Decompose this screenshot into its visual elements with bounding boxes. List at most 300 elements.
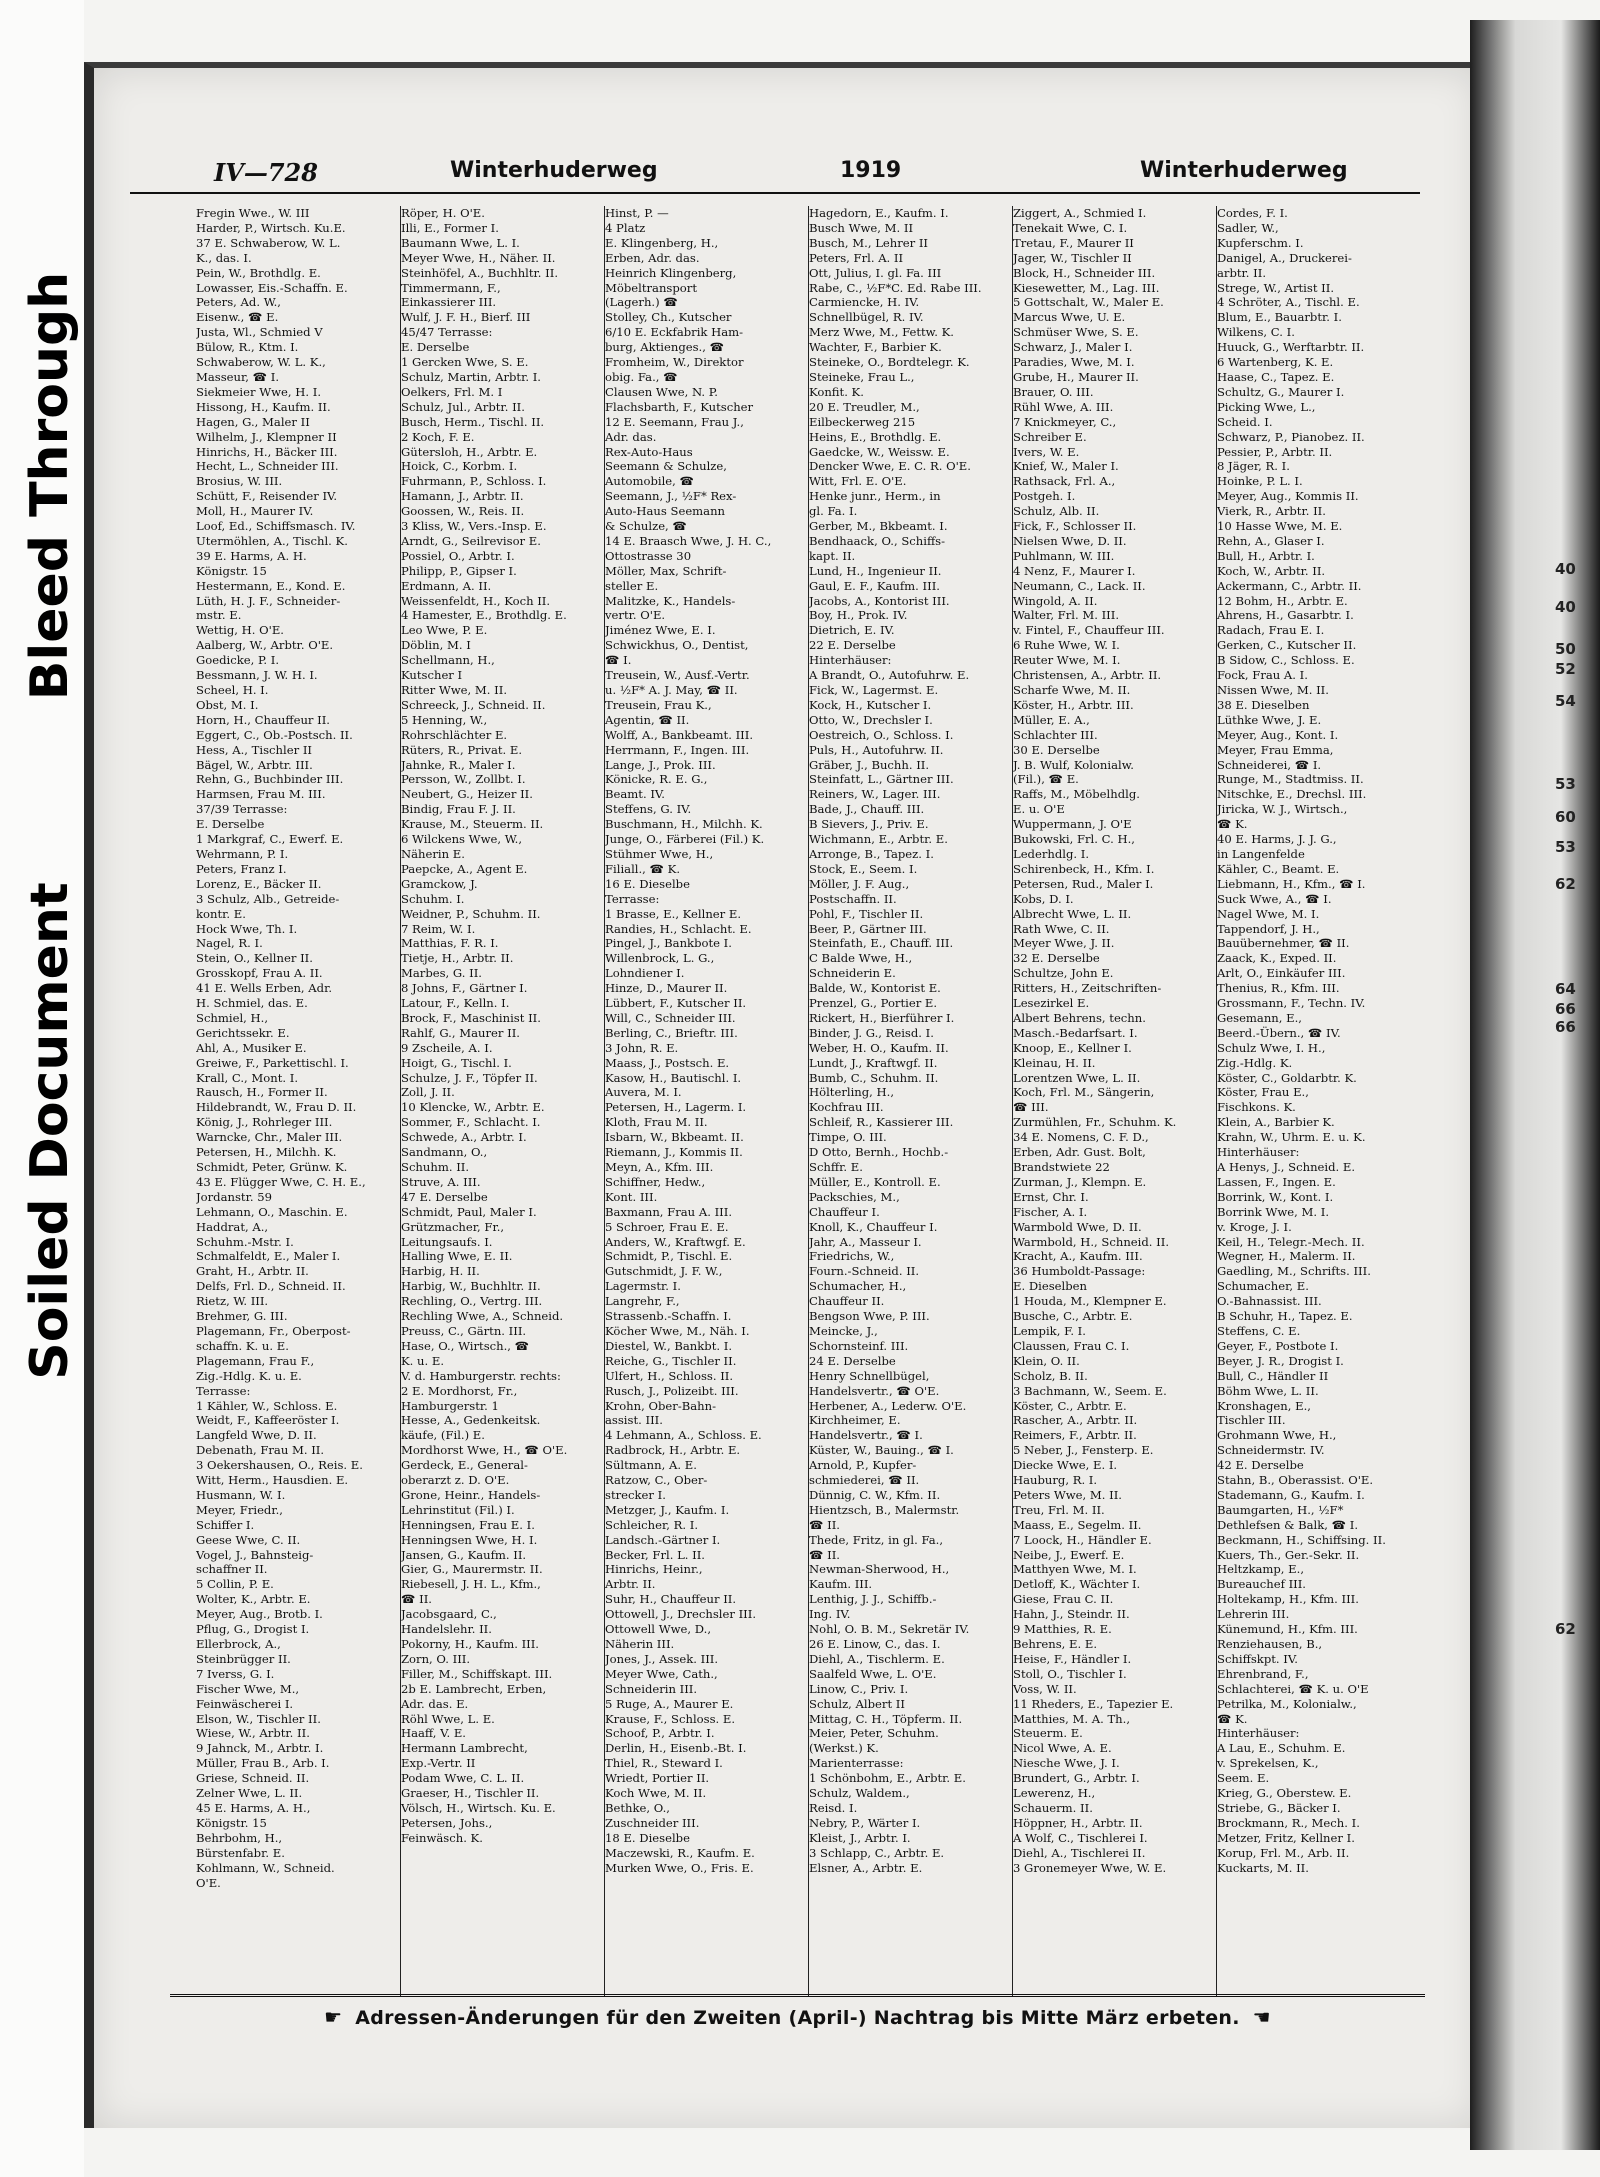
directory-entry: Döblin, M. I: [401, 638, 471, 653]
directory-entry: Schulz, Albert II: [809, 1696, 905, 1711]
directory-entry: Carmiencke, H. IV.: [809, 295, 920, 310]
directory-entry: Küster, W., Bauing., ☎ I.: [809, 1443, 954, 1458]
directory-entry: Filler, M., Schiffskapt. III.: [401, 1666, 553, 1681]
directory-entry: Hermann Lambrecht,: [401, 1741, 528, 1756]
directory-entry: 2 E. Mordhorst, Fr.,: [401, 1383, 518, 1398]
directory-entry: 47 E. Derselbe: [401, 1189, 488, 1204]
directory-entry: Hesse, A., Gedenkeitsk.: [401, 1413, 541, 1428]
directory-entry: Kaufm. III.: [809, 1577, 873, 1592]
directory-entry: Wolter, K., Arbtr. E.: [196, 1592, 311, 1607]
directory-entry: Berling, C., Brieftr. III.: [605, 1025, 738, 1040]
directory-entry: Hoinke, P. L. I.: [1217, 474, 1303, 489]
directory-entry: Wehrmann, P. I.: [196, 846, 289, 861]
directory-entry: A Henys, J., Schneid. E.: [1217, 1160, 1356, 1174]
directory-entry: Arnold, P., Kupfer-: [809, 1458, 917, 1473]
directory-entry: Peters Wwe, M. II.: [1013, 1487, 1122, 1502]
directory-entry: Ulfert, H., Schloss. II.: [605, 1368, 734, 1383]
directory-entry: Fischer Wwe, M.,: [196, 1681, 300, 1696]
edge-number: 62: [1555, 875, 1576, 893]
directory-entry: Rusch, J., Polizeibt. III.: [605, 1383, 739, 1398]
bleed-through-stamp: Bleed Through: [20, 271, 80, 701]
directory-entry: Hauburg, R. I.: [1013, 1473, 1098, 1488]
directory-entry: Diestel, W., Bankbt. I.: [605, 1338, 732, 1353]
directory-entry: 30 E. Derselbe: [1013, 742, 1100, 757]
directory-entry: Meyer, Aug., Kommis II.: [1217, 489, 1359, 504]
directory-entry: Heins, E., Brothdlg. E.: [809, 429, 942, 444]
directory-entry: Matthias, F. R. I.: [401, 936, 499, 951]
directory-entry: Danigel, A., Druckerei-: [1217, 250, 1352, 265]
directory-entry: Lüthke Wwe, J. E.: [1217, 712, 1322, 727]
directory-entry: 9 Matthies, R. E.: [1013, 1622, 1112, 1637]
directory-entry: Grube, H., Maurer II.: [1013, 369, 1139, 384]
directory-entry: Stock, E., Seem. I.: [809, 861, 918, 876]
directory-entry: Meyer Wwe, H., Näher. II.: [401, 250, 556, 265]
directory-entry: Busche, C., Arbtr. E.: [1013, 1309, 1133, 1324]
directory-entry: Knoop, E., Kellner I.: [1013, 1040, 1132, 1055]
directory-entry: Rathsack, Frl. A.,: [1013, 474, 1116, 489]
directory-entry: Krall, C., Mont. I.: [196, 1070, 299, 1085]
directory-entry: Marienterrasse:: [809, 1756, 904, 1771]
directory-entry: Hinze, D., Maurer II.: [605, 981, 728, 996]
directory-entry: Müller, Frau B., Arb. I.: [196, 1756, 330, 1771]
directory-entry: Hamburgerstr. 1: [401, 1398, 499, 1413]
directory-entry: Behrbohm, H.,: [196, 1830, 283, 1845]
directory-entry: Möller, Max, Schrift-: [605, 563, 727, 578]
directory-entry: Thenius, R., Kfm. III.: [1217, 981, 1340, 996]
directory-entry: Meyer, Aug., Brotb. I.: [196, 1607, 323, 1622]
directory-entry: Reiche, G., Tischler II.: [605, 1353, 737, 1368]
directory-entry: Wilhelm, J., Klempner II: [196, 429, 337, 444]
directory-entry: Graeser, H., Tischler II.: [401, 1786, 540, 1801]
directory-entry: Schuhm. II.: [401, 1160, 470, 1174]
directory-entry: Künemund, H., Kfm. III.: [1217, 1622, 1358, 1637]
directory-entry: Fock, Frau A. I.: [1217, 668, 1308, 683]
directory-entry: Herrmann, F., Ingen. III.: [605, 742, 750, 757]
directory-entry: Schiffskpt. IV.: [1217, 1651, 1298, 1666]
directory-entry: Steffens, G. IV.: [605, 802, 692, 817]
directory-entry: Henry Schnellbügel,: [809, 1368, 930, 1383]
directory-entry: Grone, Heinr., Handels-: [401, 1487, 541, 1502]
directory-entry: Beer, P., Gärtner III.: [809, 921, 927, 936]
edge-number: 53: [1555, 838, 1576, 856]
directory-entry: Witt, Frl. E. O'E.: [809, 474, 907, 489]
directory-entry: 39 E. Harms, A. H.: [196, 548, 307, 563]
directory-entry: Schneidermstr. IV.: [1217, 1443, 1325, 1458]
directory-entry: Plagemann, Fr., Oberpost-: [196, 1323, 351, 1338]
directory-entry: Ottostrasse 30: [605, 548, 692, 563]
directory-entry: K. u. E.: [401, 1353, 445, 1368]
directory-entry: Kleist, J., Arbtr. I.: [809, 1830, 911, 1845]
directory-entry: Oelkers, Frl. M. I: [401, 384, 503, 399]
directory-entry: Bull, C., Händler II: [1217, 1368, 1329, 1383]
directory-entry: Suhr, H., Chauffeur II.: [605, 1592, 737, 1607]
directory-entry: Möbeltransport: [605, 280, 697, 295]
directory-entry: Nitschke, E., Drechsl. III.: [1217, 787, 1367, 802]
directory-entry: Greiwe, F., Parkettischl. I.: [196, 1055, 349, 1070]
directory-entry: Erdmann, A. II.: [401, 578, 492, 593]
street-title-left: Winterhuderweg: [450, 158, 658, 183]
directory-entry: Hölterling, H.,: [809, 1085, 895, 1100]
directory-entry: 1 Gercken Wwe, S. E.: [401, 355, 529, 370]
directory-entry: Gramckow, J.: [401, 876, 478, 891]
directory-entry: Rehn, G., Buchbinder III.: [196, 772, 344, 787]
directory-entry: Claussen, Frau C. I.: [1013, 1338, 1130, 1353]
directory-entry: Wingold, A. II.: [1013, 593, 1098, 608]
directory-entry: Diecke Wwe, E. I.: [1013, 1458, 1118, 1473]
directory-entry: Völsch, H., Wirtsch. Ku. E.: [401, 1800, 556, 1815]
directory-entry: Krieg, G., Oberstew. E.: [1217, 1786, 1352, 1801]
directory-entry: Scheel, H. I.: [196, 683, 269, 697]
directory-entry: Radach, Frau E. I.: [1217, 623, 1325, 638]
directory-entry: Dietrich, E. IV.: [809, 623, 895, 638]
directory-entry: 11 Rheders, E., Tapezier E.: [1013, 1696, 1174, 1711]
directory-entry: Nohl, O. B. M., Sekretär IV.: [809, 1622, 970, 1637]
directory-entry: Delfs, Frl. D., Schneid. II.: [196, 1279, 346, 1294]
directory-entry: Baumann Wwe, L. I.: [401, 235, 520, 250]
directory-entry: Schulz Wwe, I. H.,: [1217, 1040, 1326, 1055]
directory-entry: Rühl Wwe, A. III.: [1013, 399, 1114, 414]
directory-entry: Merz Wwe, M., Fettw. K.: [809, 325, 954, 340]
directory-entry: Niesche Wwe, J. I.: [1013, 1756, 1120, 1771]
directory-entry: Beamt. IV.: [605, 787, 665, 802]
directory-entry: Automobile, ☎: [605, 474, 694, 489]
directory-entry: Maass, E., Segelm. II.: [1013, 1517, 1142, 1532]
directory-entry: Harbig, H. II.: [401, 1264, 480, 1279]
directory-entry: 14 E. Braasch Wwe, J. H. C.,: [605, 533, 772, 548]
directory-entry: Kobs, D. I.: [1013, 891, 1074, 906]
directory-entry: Meyer Wwe, J. II.: [1013, 936, 1115, 951]
directory-entry: Steinbrügger II.: [196, 1651, 291, 1666]
directory-entry: Schffr. E.: [809, 1160, 863, 1174]
directory-entry: Arlt, O., Einkäufer III.: [1217, 966, 1346, 981]
directory-entry: Masch.-Bedarfsart. I.: [1013, 1025, 1138, 1040]
directory-entry: Tischler III.: [1217, 1413, 1286, 1428]
directory-entry: Meyer, Aug., Kont. I.: [1217, 727, 1339, 742]
directory-entry: Brock, F., Maschinist II.: [401, 1010, 541, 1025]
directory-entry: O'E.: [196, 1875, 221, 1890]
directory-entry: Prenzel, G., Portier E.: [809, 996, 938, 1011]
directory-entry: 8 Johns, F., Gärtner I.: [401, 981, 528, 996]
directory-entry: B Sievers, J., Priv. E.: [809, 817, 929, 832]
directory-entry: Boy, H., Prok. IV.: [809, 608, 908, 623]
directory-entry: Possiel, O., Arbtr. I.: [401, 548, 515, 563]
directory-entry: Erben, Adr. das.: [605, 250, 700, 265]
directory-entry: 4 Nenz, F., Maurer I.: [1013, 563, 1136, 578]
directory-entry: Nagel Wwe, M. I.: [1217, 906, 1320, 921]
directory-entry: Picking Wwe, L.,: [1217, 399, 1316, 414]
directory-entry: Borrink Wwe, M. I.: [1217, 1204, 1330, 1219]
directory-entry: Timmermann, F.,: [401, 280, 501, 295]
directory-entry: Auto-Haus Seemann: [605, 504, 726, 519]
directory-entry: Justa, Wl., Schmied V: [196, 325, 323, 340]
directory-entry: 16 E. Dieselbe: [605, 876, 690, 891]
directory-entry: Treusein, Frau K.,: [605, 697, 712, 712]
directory-entry: 1 Brasse, E., Kellner E.: [605, 906, 742, 921]
directory-entry: ☎ II.: [809, 1517, 840, 1532]
directory-entry: Königstr. 15: [196, 1815, 267, 1830]
directory-entry: Harbig, W., Buchhltr. II.: [401, 1279, 541, 1294]
directory-entry: Eggert, C., Ob.-Postsch. II.: [196, 727, 353, 742]
directory-entry: Köster, Frau E.,: [1217, 1085, 1309, 1100]
directory-entry: König, J., Rohrleger III.: [196, 1115, 333, 1130]
directory-entry: Gier, G., Maurermstr. II.: [401, 1562, 543, 1577]
directory-entry: Steinhöfel, A., Buchhltr. II.: [401, 265, 559, 280]
directory-entry: Koch, W., Arbtr. II.: [1217, 563, 1326, 578]
directory-entry: Jones, J., Assek. III.: [605, 1651, 719, 1666]
directory-entry: Adr. das.: [605, 429, 657, 444]
directory-entry: Baumgarten, H., ½F*: [1217, 1502, 1344, 1517]
directory-entry: Huuck, G., Werftarbtr. II.: [1217, 340, 1365, 355]
directory-entry: 36 Humboldt-Passage:: [1013, 1264, 1146, 1279]
directory-entry: Chauffeur II.: [809, 1294, 885, 1309]
directory-entry: Plagemann, Frau F.,: [196, 1353, 315, 1368]
directory-entry: Brauer, O. III.: [1013, 384, 1094, 399]
directory-entry: Rascher, A., Arbtr. II.: [1013, 1413, 1138, 1428]
directory-entry: 22 E. Derselbe: [809, 638, 896, 653]
directory-entry: Adr. das. E.: [401, 1696, 469, 1711]
directory-entry: 5 Ruge, A., Maurer E.: [605, 1696, 734, 1711]
directory-entry: Schumacher, H.,: [809, 1279, 907, 1294]
directory-entry: 8 Jäger, R. I.: [1217, 459, 1290, 474]
directory-entry: Wettig, H. O'E.: [196, 623, 284, 638]
directory-entry: Steinfatt, L., Gärtner III.: [809, 772, 954, 787]
column-2: [400, 206, 596, 1996]
directory-entry: Zurman, J., Klempn. E.: [1013, 1174, 1147, 1189]
directory-entry: Linow, C., Priv. I.: [809, 1681, 909, 1696]
directory-entry: 4 Schröter, A., Tischl. E.: [1217, 295, 1360, 310]
directory-entry: Loof, Ed., Schiffsmasch. IV.: [196, 519, 356, 534]
directory-entry: Nebry, P., Wärter I.: [809, 1815, 921, 1830]
directory-entry: Horn, H., Chauffeur II.: [196, 712, 330, 727]
directory-entry: Packschies, M.,: [809, 1189, 900, 1204]
directory-entry: schaffn. K. u. E.: [196, 1338, 289, 1353]
column-1: [196, 206, 392, 1996]
directory-entry: Riemann, J., Kommis II.: [605, 1145, 743, 1160]
directory-entry: Schwarz, P., Pianobez. II.: [1217, 429, 1365, 444]
directory-entry: Zig.-Hdlg. K. u. E.: [196, 1368, 302, 1383]
directory-entry: Podam Wwe, C. L. II.: [401, 1771, 525, 1786]
directory-entry: Treusein, W., Ausf.-Vertr.: [605, 668, 750, 683]
directory-entry: Arbtr. II.: [605, 1577, 656, 1592]
directory-entry: Pein, W., Brothdlg. E.: [196, 265, 321, 280]
directory-entry: Petersen, Johs.,: [401, 1815, 493, 1830]
directory-entry: 3 Kliss, W., Vers.-Insp. E.: [401, 519, 547, 534]
directory-entry: O.-Bahnassist. III.: [1217, 1294, 1322, 1309]
directory-entry: Detloff, K., Wächter I.: [1013, 1577, 1141, 1592]
directory-entry: Pessier, P., Arbtr. II.: [1217, 444, 1333, 459]
directory-entry: Kuers, Th., Ger.-Sekr. II.: [1217, 1547, 1360, 1562]
directory-entry: Scholz, B. II.: [1013, 1368, 1088, 1383]
directory-entry: 7 Reim, W. I.: [401, 921, 476, 936]
directory-entry: Schwede, A., Arbtr. I.: [401, 1130, 527, 1145]
directory-entry: 24 E. Derselbe: [809, 1353, 896, 1368]
directory-entry: Rüters, R., Privat. E.: [401, 742, 523, 757]
directory-entry: Gaul, E. F., Kaufm. III.: [809, 578, 940, 593]
directory-entry: arbtr. II.: [1217, 265, 1267, 280]
column-6: [1216, 206, 1412, 1996]
directory-entry: Grützmacher, Fr.,: [401, 1219, 505, 1234]
directory-entry: 4 Lehmann, A., Schloss. E.: [605, 1428, 762, 1443]
directory-entry: Schultze, John E.: [1013, 966, 1114, 981]
directory-entry: Metzger, J., Kaufm. I.: [605, 1502, 730, 1517]
directory-entry: Rietz, W. III.: [196, 1294, 269, 1309]
directory-entry: Strege, W., Artist II.: [1217, 280, 1335, 295]
directory-entry: Busch Wwe, M. II: [809, 220, 914, 235]
directory-entry: Ahl, A., Musiker E.: [196, 1040, 307, 1055]
directory-entry: Ritters, H., Zeitschriften-: [1013, 981, 1162, 996]
directory-entry: Riebesell, J. H. L., Kfm.,: [401, 1577, 541, 1592]
directory-entry: Tietje, H., Arbtr. II.: [401, 951, 514, 966]
directory-entry: Köster, C., Goldarbtr. K.: [1217, 1070, 1357, 1085]
directory-entry: Kasow, H., Bautischl. I.: [605, 1070, 742, 1085]
directory-entry: Goedicke, P. I.: [196, 653, 280, 668]
directory-entry: 34 E. Nomens, C. F. D.,: [1013, 1130, 1149, 1145]
directory-entry: Steinfath, E., Chauff. III.: [809, 936, 954, 951]
directory-entry: Henke junr., Herm., in: [809, 489, 941, 504]
directory-entry: 43 E. Flügger Wwe, C. H. E.,: [196, 1174, 366, 1189]
directory-entry: Hase, O., Wirtsch., ☎: [401, 1338, 530, 1353]
directory-entry: 12 Bohm, H., Arbtr. E.: [1217, 593, 1348, 608]
directory-entry: Geese Wwe, C. II.: [196, 1532, 301, 1547]
directory-entry: Petersen, Rud., Maler I.: [1013, 876, 1154, 891]
directory-entry: v. Fintel, F., Chauffeur III.: [1013, 623, 1165, 638]
directory-entry: Lüth, H. J. F., Schneider-: [196, 593, 341, 608]
directory-entry: Sadler, W.,: [1217, 220, 1279, 235]
directory-entry: Steffens, C. E.: [1217, 1323, 1301, 1338]
directory-entry: 26 E. Linow, C., das. I.: [809, 1637, 941, 1651]
directory-entry: Newman-Sherwood, H.,: [809, 1562, 950, 1577]
directory-entry: Nagel, R. I.: [196, 936, 263, 951]
directory-entry: strecker I.: [605, 1487, 666, 1502]
directory-entry: Becker, Frl. L. II.: [605, 1547, 705, 1562]
directory-entry: Diehl, A., Tischlerm. E.: [809, 1651, 945, 1666]
directory-entry: Schütt, F., Reisender IV.: [196, 489, 338, 504]
directory-entry: Ziggert, A., Schmied I.: [1013, 206, 1147, 220]
directory-entry: Krohn, Ober-Bahn-: [605, 1398, 717, 1413]
directory-entry: Gutschmidt, J. F. W.,: [605, 1264, 723, 1279]
directory-entry: Binder, J. G., Reisd. I.: [809, 1025, 934, 1040]
directory-entry: Preuss, C., Gärtn. III.: [401, 1323, 527, 1338]
directory-entry: Timpe, O. III.: [809, 1130, 887, 1145]
directory-entry: Rehn, A., Glaser I.: [1217, 533, 1325, 548]
directory-entry: Köster, C., Arbtr. E.: [1013, 1398, 1127, 1413]
directory-entry: Buschmann, H., Milchh. K.: [605, 817, 763, 832]
directory-entry: Jahnke, R., Maler I.: [401, 757, 516, 772]
directory-entry: D Otto, Bernh., Hochb.-: [809, 1145, 949, 1160]
footer-text: Adressen-Änderungen für den Zweiten (April-) Nachtrag bis Mitte März erbeten.: [355, 2007, 1240, 2029]
directory-entry: Fick, F., Schlosser II.: [1013, 519, 1137, 534]
directory-entry: Lange, J., Prok. III.: [605, 757, 716, 772]
directory-entry: Herbener, A., Lederw. O'E.: [809, 1398, 967, 1413]
directory-entry: Elson, W., Tischler II.: [196, 1711, 321, 1726]
directory-entry: Warncke, Chr., Maler III.: [196, 1130, 343, 1145]
directory-entry: ☎ K.: [1217, 1711, 1248, 1726]
edge-number: 40: [1555, 598, 1576, 616]
directory-entry: Busch, M., Lehrer II: [809, 235, 929, 250]
directory-entry: kapt. II.: [809, 548, 856, 563]
directory-entry: Schulz, Jul., Arbtr. II.: [401, 399, 525, 414]
directory-entry: Peters, Franz I.: [196, 861, 287, 876]
directory-entry: Krahn, W., Uhrm. E. u. K.: [1217, 1130, 1366, 1145]
directory-entry: 6 Ruhe Wwe, W. I.: [1013, 638, 1120, 653]
edge-number: 66: [1555, 1000, 1576, 1018]
directory-entry: 7 Iverss, G. I.: [196, 1666, 275, 1681]
directory-entry: Ivers, W. E.: [1013, 444, 1080, 459]
directory-entry: (Werkst.) K.: [809, 1741, 879, 1756]
directory-entry: Flachsbarth, F., Kutscher: [605, 399, 754, 414]
directory-entry: Terrasse:: [605, 891, 660, 906]
directory-entry: A Lau, E., Schuhm. E.: [1217, 1741, 1346, 1756]
directory-entry: Brosius, W. III.: [196, 474, 283, 489]
directory-entry: Handelslehr. II.: [401, 1622, 492, 1637]
directory-entry: Lagermstr. I.: [605, 1279, 681, 1294]
directory-entry: Schulz, Martin, Arbtr. I.: [401, 369, 541, 384]
directory-entry: Masseur, ☎ I.: [196, 369, 280, 384]
directory-entry: Neubert, G., Heizer II.: [401, 787, 533, 802]
directory-entry: Persson, W., Zollbt. I.: [401, 772, 526, 787]
directory-entry: Halling Wwe, E. II.: [401, 1249, 513, 1264]
directory-entry: Hinterhäuser:: [809, 653, 892, 668]
directory-entry: Gaedcke, W., Weissw. E.: [809, 444, 950, 459]
directory-entry: Seemann, J., ½F* Rex-: [605, 489, 737, 504]
directory-entry: (Lagerh.) ☎: [605, 295, 678, 310]
directory-entry: Peters, Frl. A. II: [809, 250, 904, 265]
directory-entry: Sommer, F., Schlacht. I.: [401, 1115, 541, 1130]
directory-entry: Könicke, R. E. G.,: [605, 772, 708, 787]
directory-entry: 7 Knickmeyer, C.,: [1013, 414, 1117, 429]
directory-entry: Beckmann, H., Schiffsing. II.: [1217, 1532, 1386, 1547]
directory-entry: Kirchheimer, E.: [809, 1413, 901, 1428]
directory-entry: ☎ II.: [401, 1592, 432, 1607]
directory-entry: Heltzkamp, E.,: [1217, 1562, 1305, 1577]
directory-entry: Henningsen, Frau E. I.: [401, 1517, 535, 1532]
directory-entry: Nielsen Wwe, D. II.: [1013, 533, 1127, 548]
directory-entry: Kronshagen, E.,: [1217, 1398, 1311, 1413]
directory-entry: Wegner, H., Malerm. II.: [1217, 1249, 1356, 1264]
directory-entry: Witt, Herm., Hausdien. E.: [196, 1473, 349, 1488]
directory-entry: 45/47 Terrasse:: [401, 325, 493, 340]
directory-entry: Matthyen Wwe, M. I.: [1013, 1562, 1137, 1577]
directory-entry: Dethlefsen & Balk, ☎ I.: [1217, 1517, 1359, 1532]
directory-entry: Knoll, K., Chauffeur I.: [809, 1219, 938, 1234]
directory-entry: Bade, J., Chauff. III.: [809, 802, 925, 817]
directory-entry: Tenekait Wwe, C. I.: [1013, 220, 1128, 235]
directory-entry: Behrens, E. E.: [1013, 1637, 1098, 1651]
directory-entry: Aalberg, W., Arbtr. O'E.: [196, 638, 334, 653]
directory-entry: Feinwäsch. K.: [401, 1830, 483, 1845]
directory-entry: Scheid. I.: [1217, 414, 1273, 429]
directory-entry: Lorenz, E., Bäcker II.: [196, 876, 322, 891]
directory-entry: Isbarn, W., Bkbeamt. II.: [605, 1130, 744, 1145]
directory-entry: J. B. Wulf, Kolonialw.: [1013, 757, 1134, 772]
directory-entry: Schulz, Alb. II.: [1013, 504, 1100, 519]
directory-entry: Ahrens, H., Gasarbtr. I.: [1217, 608, 1354, 623]
directory-entry: Reimers, F., Arbtr. II.: [1013, 1428, 1137, 1443]
directory-entry: Griese, Schneid. II.: [196, 1771, 310, 1786]
directory-entry: Vogel, J., Bahnsteig-: [196, 1547, 314, 1562]
directory-entry: Ottowell, J., Drechsler III.: [605, 1607, 757, 1622]
edge-number: 60: [1555, 808, 1576, 826]
directory-entry: Stolley, Ch., Kutscher: [605, 310, 732, 325]
directory-entry: Will, C., Schneider III.: [605, 1010, 736, 1025]
directory-entry: Brehmer, G. III.: [196, 1309, 288, 1324]
directory-entry: Höppner, H., Arbtr. II.: [1013, 1815, 1143, 1830]
directory-entry: Henningsen Wwe, H. I.: [401, 1532, 538, 1547]
directory-entry: Fick, W., Lagermst. E.: [809, 683, 939, 697]
directory-entry: Schreeck, J., Schneid. II.: [401, 697, 546, 712]
directory-entry: Scharfe Wwe, M. II.: [1013, 683, 1131, 697]
directory-entry: Philipp, P., Gipser I.: [401, 563, 517, 578]
